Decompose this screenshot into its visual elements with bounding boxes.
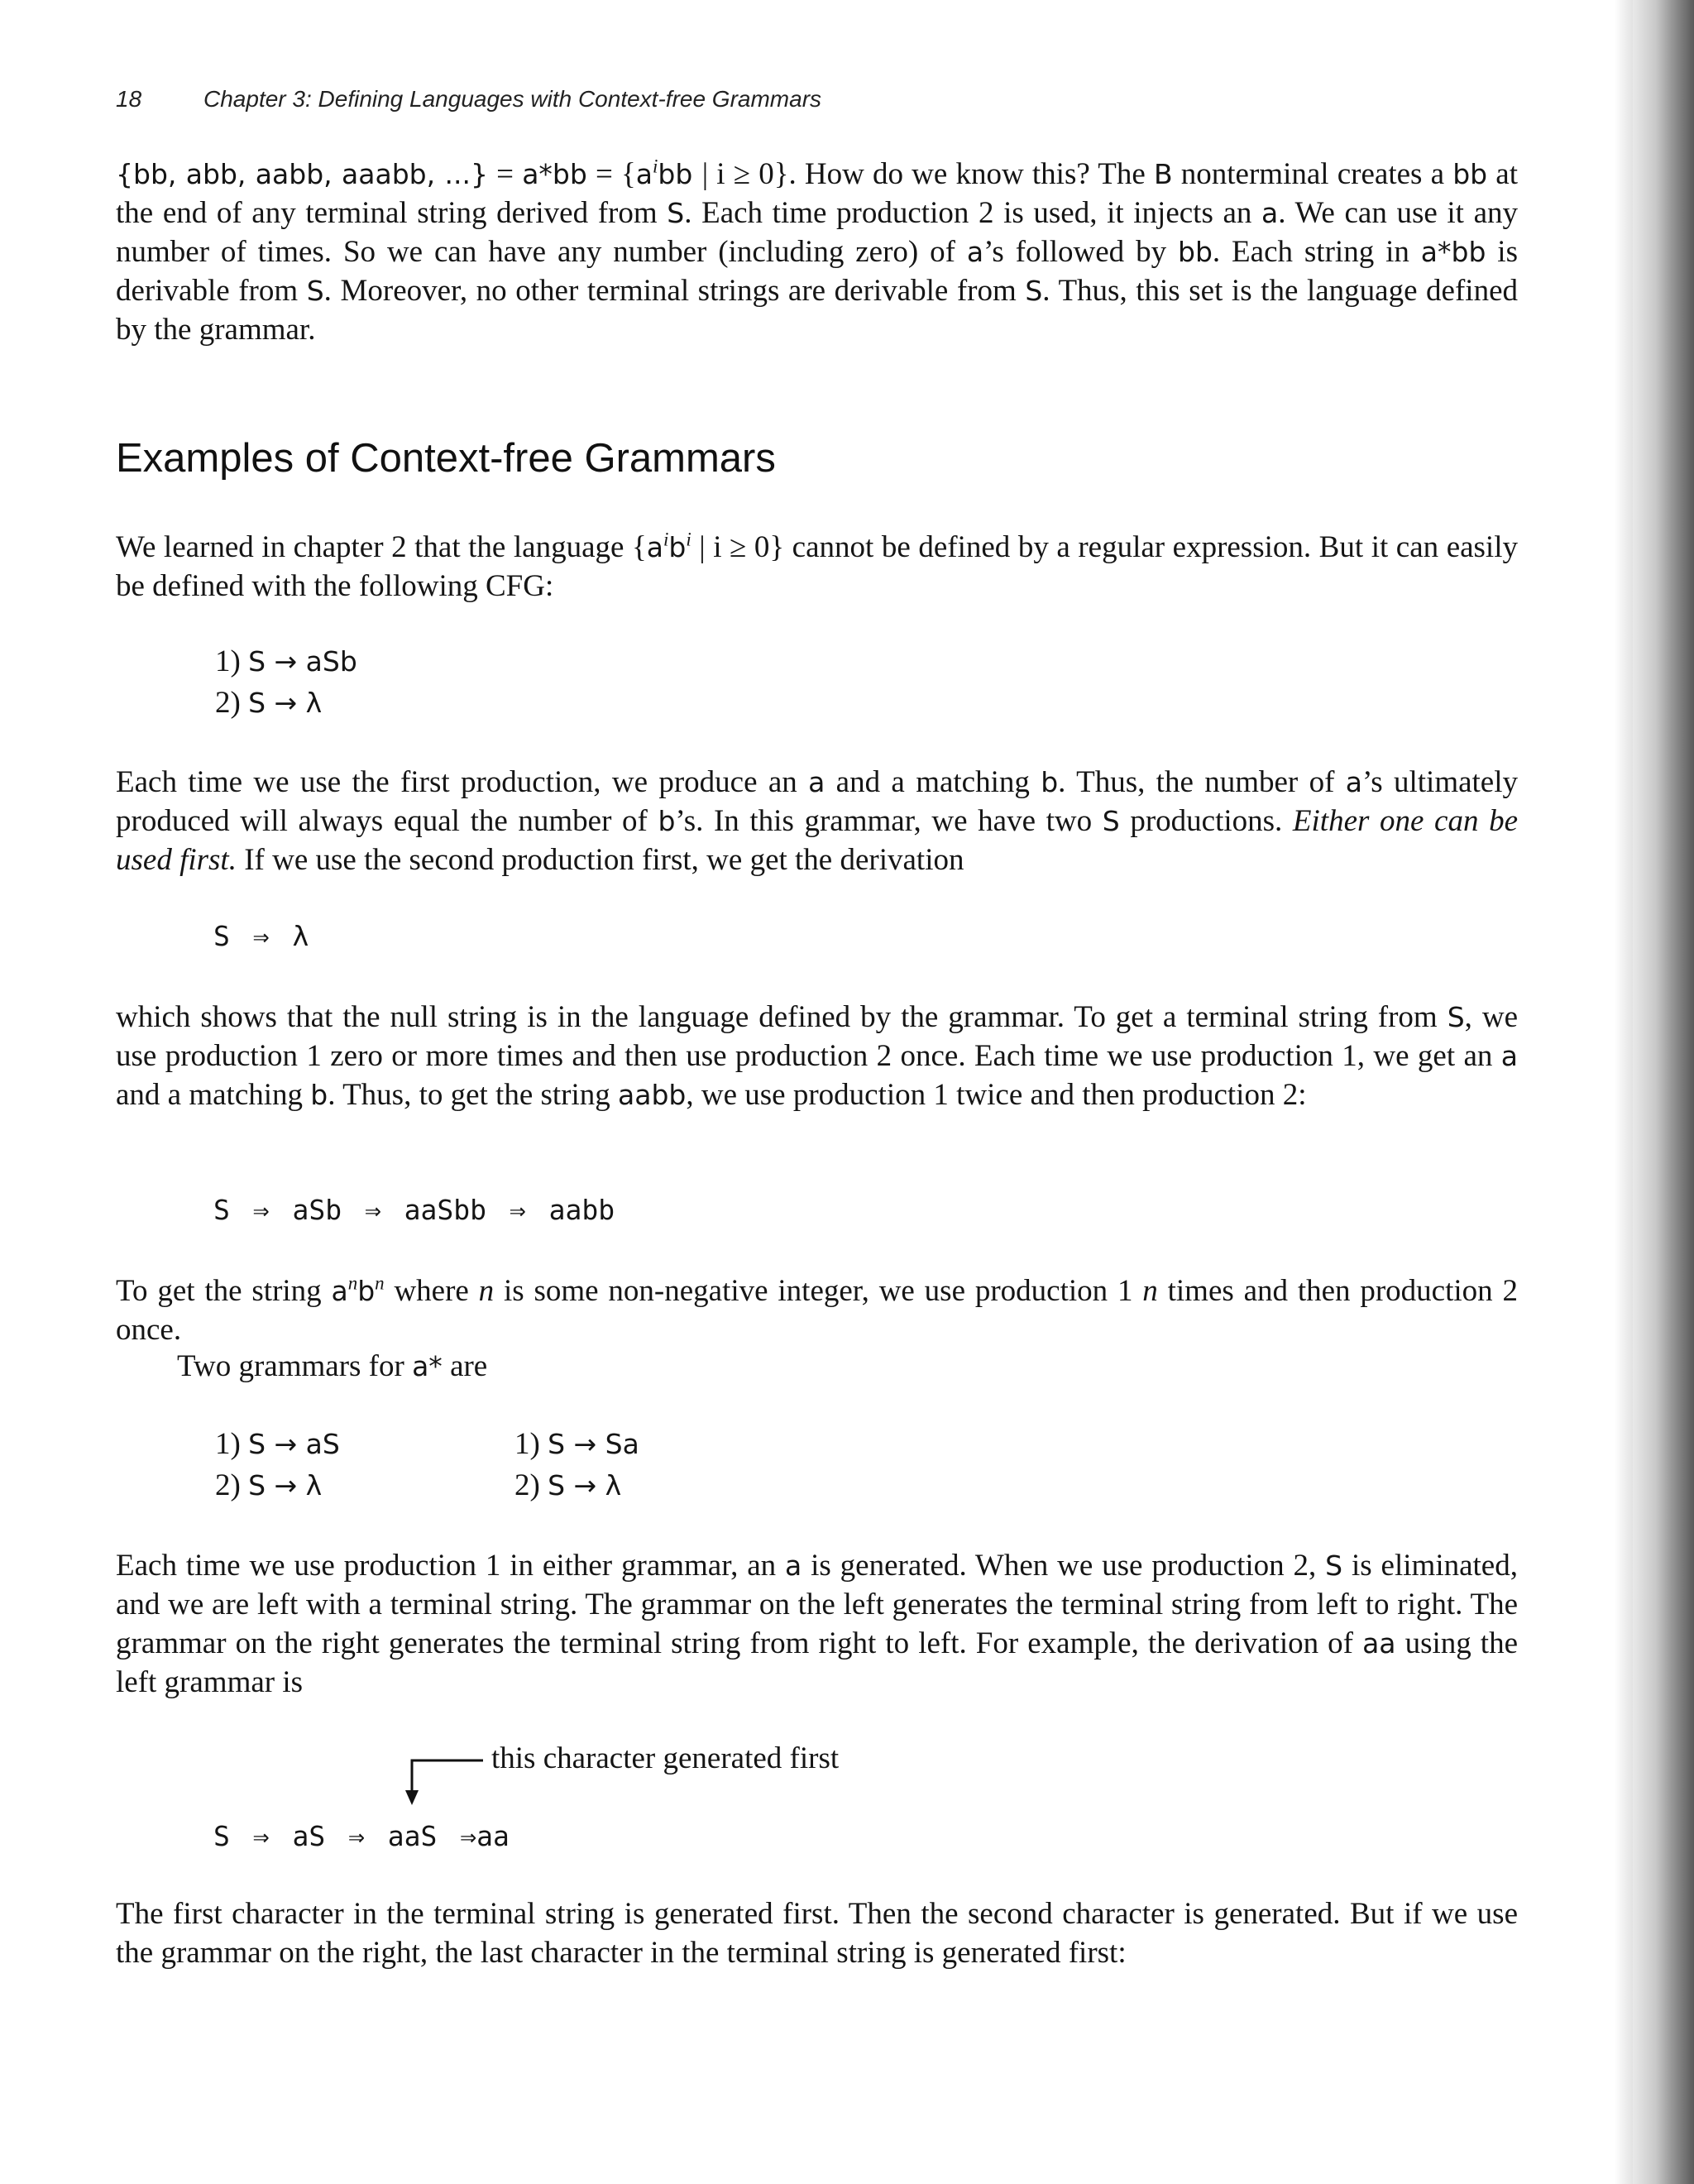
paragraph-anbn-intro: We learned in chapter 2 that the language {$a^ib^i$ | i ≥ 0} cannot be defined by a regular expression. But it can easily be defined with the following CFG: — [116, 529, 1518, 603]
paragraph-first-character: The first character in the terminal string is generated first. Then the second character is generated. But if we use the grammar on the right, the last character in the terminal string is generated first: — [116, 1897, 1518, 1970]
right-grammar-rule-1: 1) S → Sa — [514, 1427, 639, 1461]
page-number: 18 — [116, 86, 142, 112]
paragraph-anbn: To get the string $a^nb^n$ where n is some non-negative integer, we use production 1 n times and then production 2 once. — [116, 1272, 1518, 1347]
derivation-aa: S ⇒ aS ⇒ aaS ⇒aa — [213, 1820, 510, 1852]
chapter-title: Chapter 3: Defining Languages with Context-free Grammars — [203, 86, 822, 112]
left-grammar-rule-1: 1) S → aS — [215, 1427, 340, 1461]
paragraph-left-right-grammars: Each time we use production 1 in either grammar, an a is generated. When we use production 2, S is eliminated, and we are left with a terminal string. The grammar on the left generates the terminal string from left to right. The grammar on the right generates the terminal string from right to left. For example, the derivation of aa using the left grammar is — [116, 1549, 1518, 1699]
page-binding-edge — [1615, 0, 1633, 2184]
grammar1-rule-1: 1) S → aSb — [215, 644, 357, 678]
running-header — [116, 86, 1522, 119]
section-heading: Examples of Context-free Grammars — [116, 436, 776, 481]
paragraph-first-production: Each time we use the first production, we produce an a and a matching b. Thus, the number of a’s ultimately produced will always equal the number of b’s. In this grammar, we have two S productions. Either one can be used first. If we use the second production first, we get the derivation — [116, 765, 1519, 877]
arrow-down-icon — [397, 1742, 488, 1808]
book-binding-shadow — [1633, 0, 1694, 2184]
left-grammar-rule-2: 2) S → λ — [215, 1468, 323, 1502]
annotation-label: this character generated first — [491, 1741, 840, 1775]
grammar1-rule-2: 2) S → λ — [215, 686, 323, 720]
paragraph-null-string: which shows that the null string is in the language defined by the grammar. To get a terminal string from S, we use production 1 zero or more times and then use production 2 once. Each time we use production 1, we get an a and a matching b. Thus, to get the string aabb, we use production 1 twice and then production 2: — [116, 1000, 1518, 1112]
derivation-null-string: S ⇒ λ — [213, 920, 309, 952]
paragraph-two-grammars: Two grammars for a* are — [177, 1349, 488, 1383]
right-grammar-rule-2: 2) S → λ — [514, 1468, 622, 1502]
intro-paragraph: {bb, abb, aabb, aaabb, ...} = $a*bb = \{a^ibb$ | i ≥ 0}. How do we know this? The B nonterminal creates a bb at the end of any terminal string derived from S. Each time production 2 is used, it injects an a. We can use it any number of times. So we can have any number (including zero) of a’s followed by bb. Each string in a*bb is derivable from S. Moreover, no other terminal strings are derivable from S. Thus, this set is the language defined by the grammar. — [116, 156, 1518, 347]
derivation-aabb: S ⇒ aSb ⇒ aaSbb ⇒ aabb — [213, 1194, 615, 1226]
